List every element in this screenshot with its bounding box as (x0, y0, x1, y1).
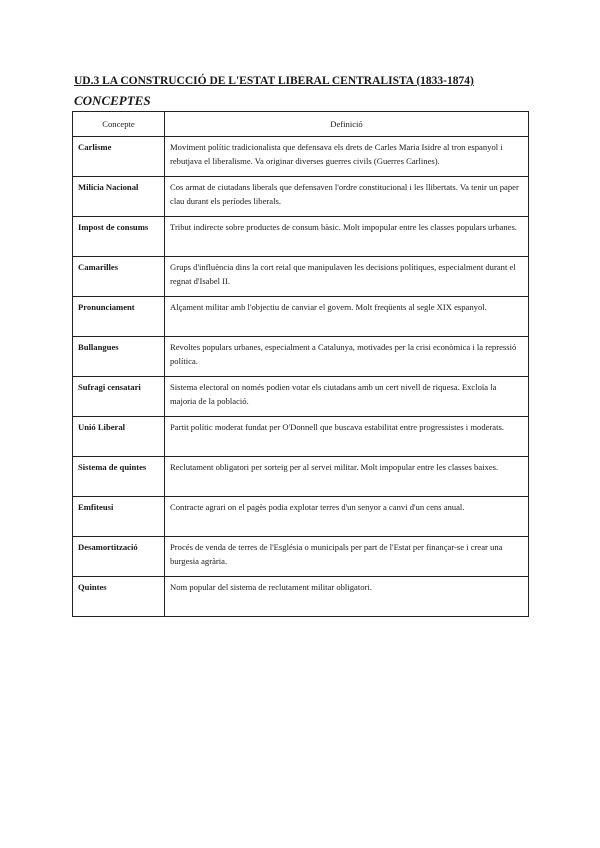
term-cell: Sufragi censatari (73, 377, 165, 417)
term-cell: Bullangues (73, 337, 165, 377)
concepts-table (72, 111, 529, 617)
definition-cell: Grups d'influència dins la cort reial que manipulaven les decisions polítiques, especialment durant el regnat d'Isabel II. (165, 257, 529, 297)
term-cell: Pronunciament (73, 297, 165, 337)
term-cell: Milícia Nacional (73, 177, 165, 217)
table-row (73, 497, 529, 537)
header-concept: Concepte (73, 112, 165, 137)
definition-cell: Alçament militar amb l'objectiu de canviar el govern. Molt freqüents al segle XIX espanyol. (165, 297, 529, 337)
table-row (73, 537, 529, 577)
definition-cell: Reclutament obligatori per sorteig per al servei militar. Molt impopular entre les classes baixes. (165, 457, 529, 497)
table-header-row (73, 112, 529, 137)
table-row (73, 337, 529, 377)
table-row (73, 177, 529, 217)
table-row (73, 577, 529, 617)
definition-cell: Moviment polític tradicionalista que defensava els drets de Carles Maria Isidre al tron espanyol i rebutjava el liberalisme. Va originar diverses guerres civils (Guerres Carlines). (165, 137, 529, 177)
table-row (73, 297, 529, 337)
term-cell: Carlisme (73, 137, 165, 177)
term-cell: Sistema de quintes (73, 457, 165, 497)
header-definition: Definició (165, 112, 529, 137)
table-row (73, 257, 529, 297)
term-cell: Impost de consums (73, 217, 165, 257)
table-row (73, 137, 529, 177)
definition-cell: Cos armat de ciutadans liberals que defensaven l'ordre constitucional i les llibertats. Va tenir un paper clau durant els períodes liberals. (165, 177, 529, 217)
table-row (73, 377, 529, 417)
section-subtitle: CONCEPTES (74, 93, 151, 108)
term-cell: Desamortització (73, 537, 165, 577)
definition-cell: Contracte agrari on el pagès podia explotar terres d'un senyor a canvi d'un cens anual. (165, 497, 529, 537)
term-cell: Quintes (73, 577, 165, 617)
table-row (73, 417, 529, 457)
term-cell: Emfiteusi (73, 497, 165, 537)
definition-cell: Procés de venda de terres de l'Església o municipals per part de l'Estat per finançar-se i crear una burgesia agrària. (165, 537, 529, 577)
document-title: UD.3 LA CONSTRUCCIÓ DE L'ESTAT LIBERAL CENTRALISTA (1833-1874) (74, 75, 474, 87)
definition-cell: Partit polític moderat fundat per O'Donnell que buscava estabilitat entre progressistes i moderats. (165, 417, 529, 457)
definition-cell: Sistema electoral on només podien votar els ciutadans amb un cert nivell de riquesa. Excloïa la majoria de la població. (165, 377, 529, 417)
definition-cell: Nom popular del sistema de reclutament militar obligatori. (165, 577, 529, 617)
definition-cell: Revoltes populars urbanes, especialment a Catalunya, motivades per la crisi econòmica i la repressió política. (165, 337, 529, 377)
term-cell: Camarilles (73, 257, 165, 297)
table-row (73, 457, 529, 497)
table-row (73, 217, 529, 257)
definition-cell: Tribut indirecte sobre productes de consum bàsic. Molt impopular entre les classes populars urbanes. (165, 217, 529, 257)
term-cell: Unió Liberal (73, 417, 165, 457)
